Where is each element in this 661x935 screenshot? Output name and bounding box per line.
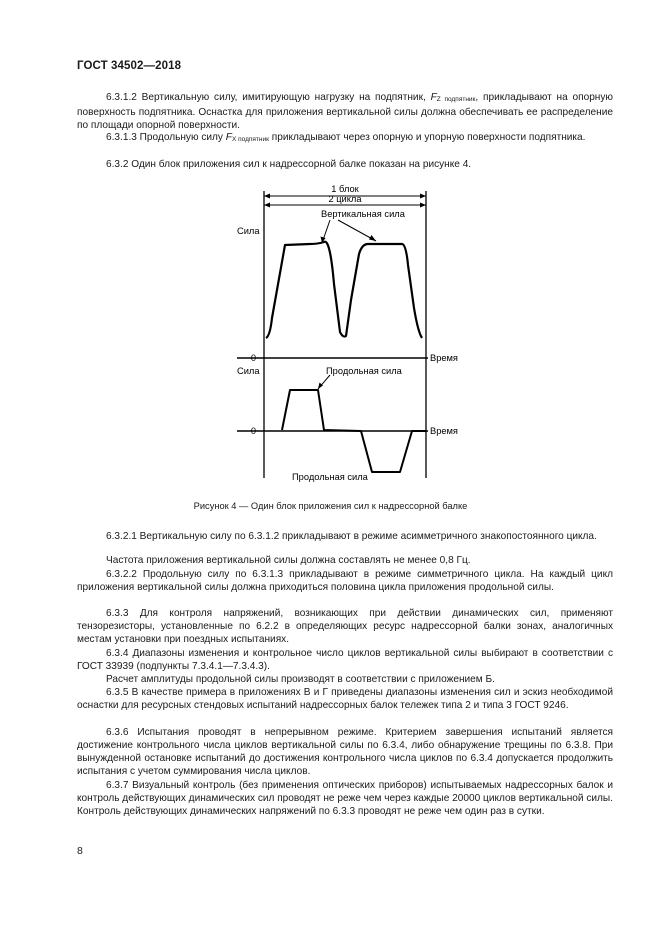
label-force-bottom: Сила: [237, 366, 260, 376]
label-vertical-force: Вертикальная сила: [321, 209, 405, 219]
paragraph-6-3-1-2: 6.3.1.2 Вертикальную силу, имитирующую нагрузку на подпятник, FZ подпятник, прикладывают на опорную поверхность подпятника. Оснастка для приложения вертикальной силы должна обеспечивать ее распределение по площади опорной поверхности.: [77, 92, 613, 132]
figure-caption: Рисунок 4 — Один блок приложения сил к надрессорной балке: [193, 501, 468, 511]
paragraph-6-3-6: 6.3.6 Испытания проводят в непрерывном режиме. Критерием завершения испытаний является достижение контрольного числа циклов вертикальной силы по 6.3.4, либо обнаружение трещины по 6.3.8. При вынужденной остановке испытаний до достижения контрольного числа циклов по 6.3.4 допускается продолжить испытания с учетом суммирования числа циклов.: [77, 727, 613, 778]
paragraph-6-3-2: 6.3.2 Один блок приложения сил к надрессорной балке показан на рисунке 4.: [106, 159, 472, 170]
paragraph-6-3-4: 6.3.4 Диапазоны изменения и контрольное число циклов вертикальной силы выбирают в соответствии с ГОСТ 33939 (подпункты 7.3.4.1—7.3.4.3).: [77, 648, 613, 673]
label-longitudinal-bottom: Продольная сила: [292, 472, 368, 482]
label-two-cycles: 2 цикла: [328, 194, 362, 204]
paragraph-6-3-1-3: 6.3.1.3 Продольную силу FX подпятник прикладывают через опорную и упорную поверхности подпятника.: [106, 132, 586, 143]
paragraph-6-3-2-2: 6.3.2.2 Продольную силу по 6.3.1.3 прикладывают в режиме симметричного цикла. На каждый цикл приложения вертикальной силы должна приходиться половина цикла приложения продольной силы.: [77, 569, 613, 594]
label-one-block: 1 блок: [331, 184, 359, 194]
paragraph-6-3-5: 6.3.5 В качестве примера в приложениях В и Г приведены диапазоны изменения сил и эскиз необходимой оснастки для ресурсных стендовых испытаний надрессорных балок тележек типа 2 и типа 3 ГОСТ 9246.: [77, 687, 613, 712]
document-header: ГОСТ 34502—2018: [77, 60, 182, 72]
label-force-top: Сила: [237, 226, 260, 236]
paragraph-6-3-3: 6.3.3 Для контроля напряжений, возникающих при действии динамических сил, применяют тензорезисторы, установленные по 6.2.2 в определяющих ресурс надрессорной балки зонах, аналогичных местам установки при поездных испытаниях.: [77, 608, 613, 646]
paragraph-amplitude: Расчет амплитуды продольной силы производят в соответствии с приложением Б.: [106, 674, 495, 685]
paragraph-6-3-2-1: 6.3.2.1 Вертикальную силу по 6.3.1.2 прикладывают в режиме асимметричного знакопостоянного цикла.: [106, 531, 597, 542]
label-zero-bottom: 0: [250, 426, 256, 436]
label-zero-top: 0: [250, 353, 256, 363]
label-time-bottom: Время: [430, 426, 458, 436]
figure-4-diagram: [226, 182, 466, 482]
paragraph-6-3-7: 6.3.7 Визуальный контроль (без применения оптических приборов) испытываемых надрессорных балок и контроль действующих динамических сил проводят не реже чем через каждые 20000 циклов вертикальной силы. Контроль действующих динамических напряжений по 6.3.3 проводят не реже чем один раз в сутки.: [77, 780, 613, 818]
page-number: 8: [77, 845, 83, 857]
label-longitudinal-top: Продольная сила: [326, 366, 402, 376]
label-time-top: Время: [430, 353, 458, 363]
paragraph-frequency: Частота приложения вертикальной силы должна составлять не менее 0,8 Гц.: [106, 555, 471, 566]
